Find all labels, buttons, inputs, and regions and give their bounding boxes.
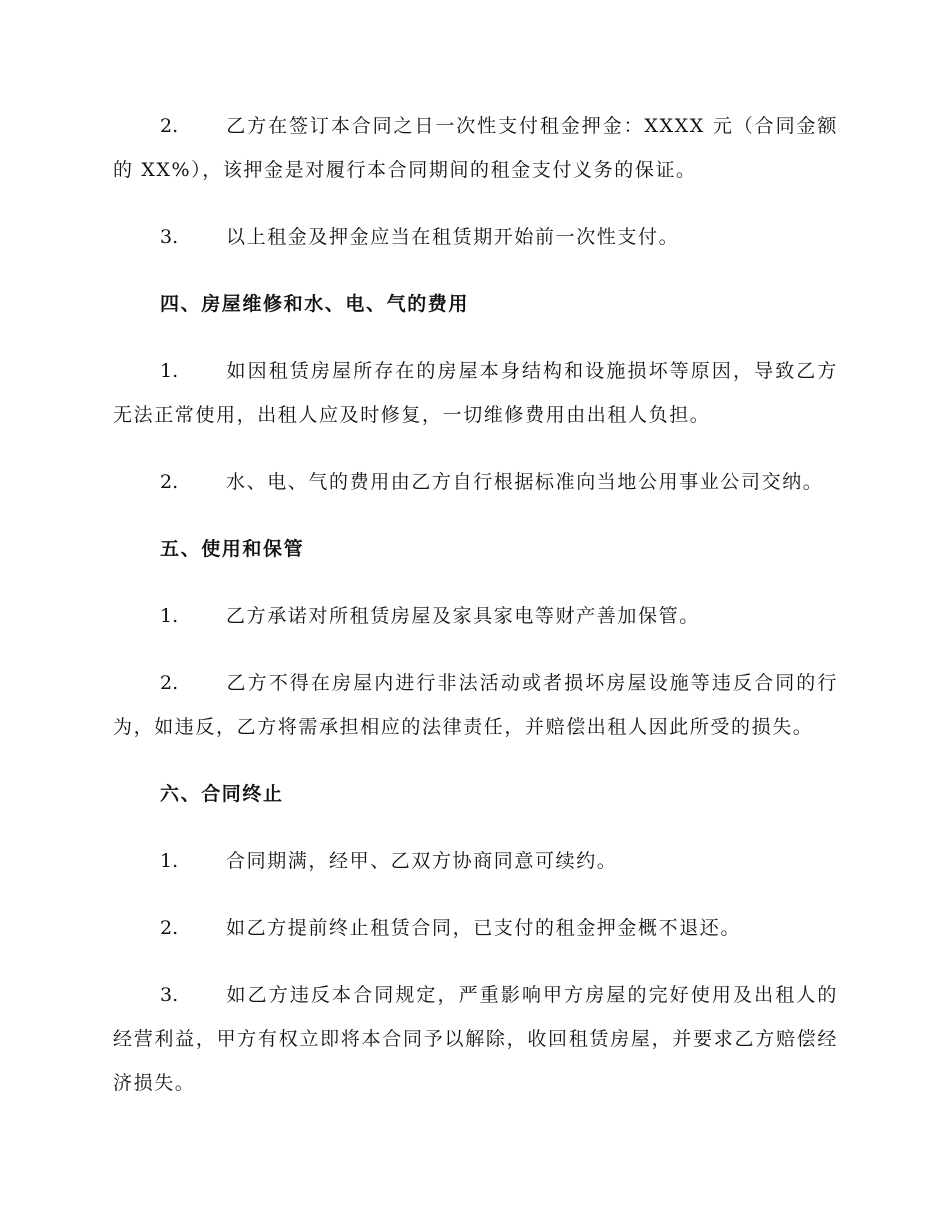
clause-5-1 — [113, 594, 838, 638]
clause-6-3 — [113, 973, 838, 1105]
clause-number: 3. — [160, 226, 179, 248]
clause-number: 2. — [160, 917, 179, 939]
clause-text: 乙方不得在房屋内进行非法活动或者损坏房屋设施等违反合同的行为，如违反，乙方将需承担相应的法律责任，并赔偿出租人因此所受的损失。 — [113, 672, 838, 738]
clause-number: 2. — [160, 115, 179, 137]
clause-3-3 — [113, 215, 838, 259]
clause-number: 2. — [160, 471, 179, 493]
clause-text: 水、电、气的费用由乙方自行根据标准向当地公用事业公司交纳。 — [226, 471, 824, 493]
clause-text: 如乙方提前终止租赁合同，已支付的租金押金概不退还。 — [226, 917, 742, 939]
clause-5-2 — [113, 661, 838, 749]
clause-4-1 — [113, 349, 838, 437]
section-heading-5: 五、使用和保管 — [160, 538, 305, 560]
document-body — [113, 104, 838, 1128]
clause-text: 如因租赁房屋所存在的房屋本身结构和设施损坏等原因，导致乙方无法正常使用，出租人应及时修复，一切维修费用由出租人负担。 — [113, 360, 838, 426]
clause-number: 1. — [160, 850, 179, 872]
clause-6-2 — [113, 906, 838, 950]
clause-text: 乙方在签订本合同之日一次性支付租金押金：XXXX 元（合同金额的 XX%），该押金是对履行本合同期间的租金支付义务的保证。 — [113, 115, 838, 181]
clause-3-2 — [113, 104, 838, 192]
clause-number: 2. — [160, 672, 179, 694]
clause-text: 以上租金及押金应当在租赁期开始前一次性支付。 — [226, 226, 680, 248]
clause-text: 乙方承诺对所租赁房屋及家具家电等财产善加保管。 — [226, 605, 700, 627]
section-heading-4: 四、房屋维修和水、电、气的费用 — [160, 293, 470, 315]
clause-number: 1. — [160, 605, 179, 627]
clause-number: 1. — [160, 360, 179, 382]
section-heading-6: 六、合同终止 — [160, 783, 284, 805]
clause-text: 合同期满，经甲、乙双方协商同意可续约。 — [226, 850, 618, 872]
clause-text: 如乙方违反本合同规定，严重影响甲方房屋的完好使用及出租人的经营利益，甲方有权立即将本合同予以解除，收回租赁房屋，并要求乙方赔偿经济损失。 — [113, 984, 838, 1094]
clause-6-1 — [113, 839, 838, 883]
clause-4-2 — [113, 460, 838, 504]
clause-number: 3. — [160, 984, 179, 1006]
